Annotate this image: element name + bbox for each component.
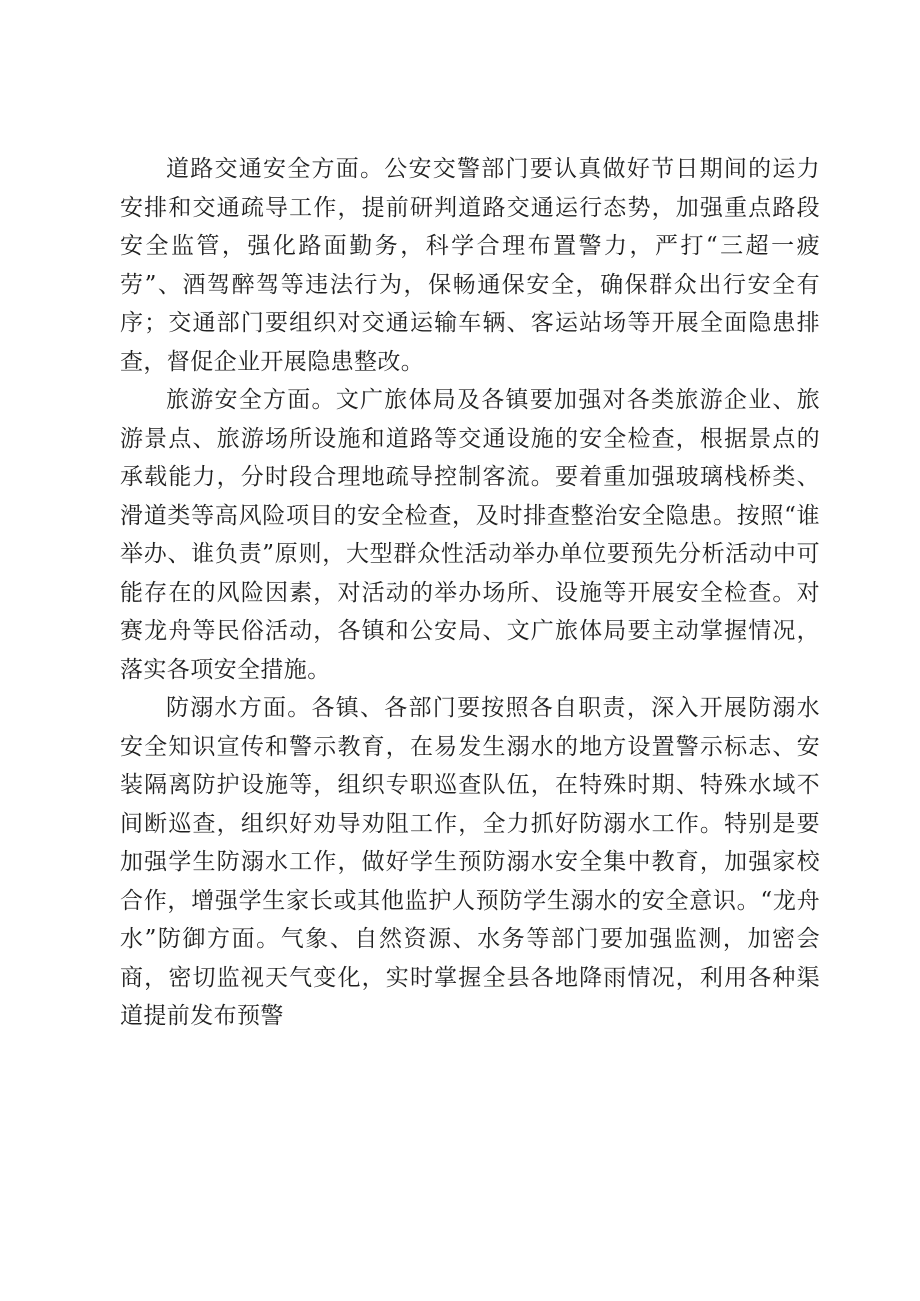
paragraph-drowning-prevention: 防溺水方面。各镇、各部门要按照各自职责，深入开展防溺水安全知识宣传和警示教育，在易发生溺水的地方设置警示标志、安装隔离防护设施等，组织专职巡查队伍，在特殊时期、特殊水域不间断巡查，组织好劝导劝阻工作，全力抓好防溺水工作。特别是要加强学生防溺水工作，做好学生预防溺水安全集中教育，加强家校合作，增强学生家长或其他监护人预防学生溺水的安全意识。“龙舟水”防御方面。气象、自然资源、水务等部门要加强监测，加密会商，密切监视天气变化，实时掌握全县各地降雨情况，利用各种渠道提前发布预警 [120,695,820,1029]
paragraph-road-traffic-safety: 道路交通安全方面。公安交警部门要认真做好节日期间的运力安排和交通疏导工作，提前研判道路交通运行态势，加强重点路段安全监管，强化路面勤务，科学合理布置警力，严打“三超一疲劳”、酒驾醉驾等违法行为，保畅通保安全，确保群众出行安全有序；交通部门要组织对交通运输车辆、客运站场等开展全面隐患排查，督促企业开展隐患整改。 [120,156,820,375]
document-body [120,150,820,1036]
paragraph-tourism-safety: 旅游安全方面。文广旅体局及各镇要加强对各类旅游企业、旅游景点、旅游场所设施和道路等交通设施的安全检查，根据景点的承载能力，分时段合理地疏导控制客流。要着重加强玻璃栈桥类、滑道类等高风险项目的安全检查，及时排查整治安全隐患。按照“谁举办、谁负责”原则，大型群众性活动举办单位要预先分析活动中可能存在的风险因素，对活动的举办场所、设施等开展安全检查。对赛龙舟等民俗活动，各镇和公安局、文广旅体局要主动掌握情况，落实各项安全措施。 [120,387,820,683]
